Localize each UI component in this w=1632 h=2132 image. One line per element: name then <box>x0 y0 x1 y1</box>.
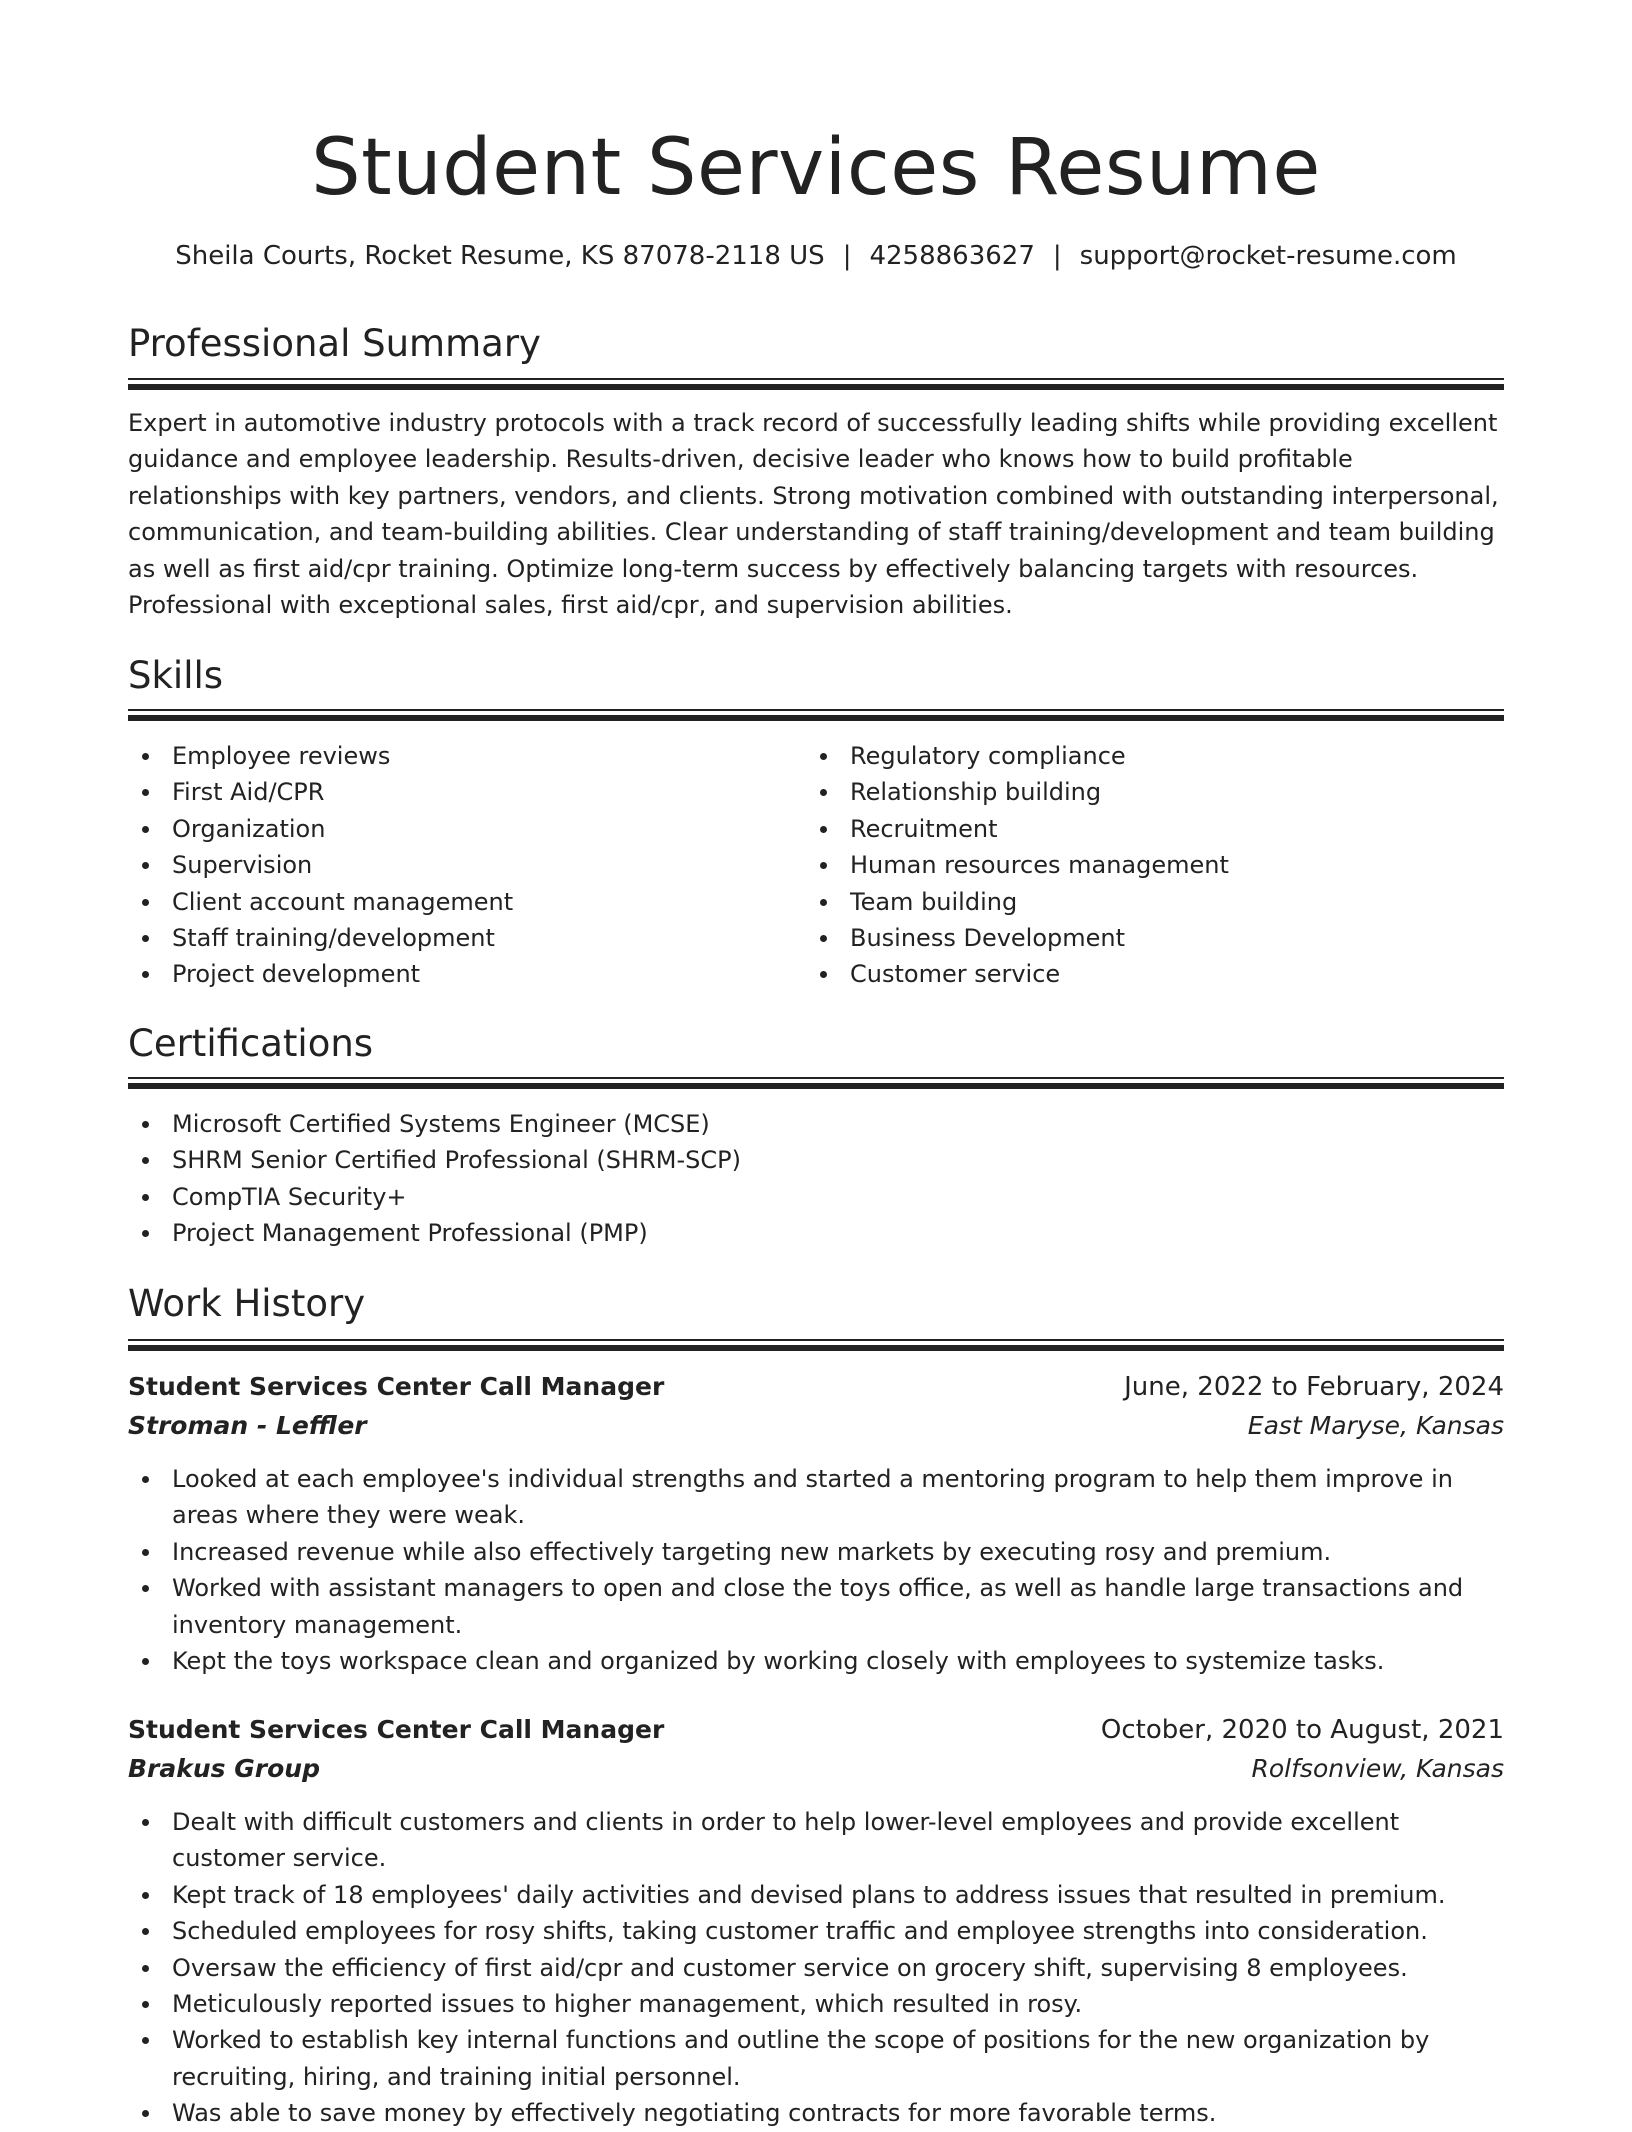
list-item: Meticulously reported issues to higher management, which resulted in rosy. <box>128 1986 1504 2022</box>
contact-separator: | <box>1052 241 1062 271</box>
list-item: Recruitment <box>806 811 1446 847</box>
list-item: Project development <box>128 956 768 992</box>
list-item: Business Development <box>806 920 1446 956</box>
list-item: Worked to establish key internal functions and outline the scope of positions for the new organization by recruiting, hiring, and training initial personnel. <box>128 2022 1504 2095</box>
job-dates: June, 2022 to February, 2024 <box>1124 1372 1504 1402</box>
list-item: Staff training/development <box>128 920 768 956</box>
section-heading-skills: Skills <box>128 654 224 697</box>
list-item: Employee reviews <box>128 738 768 774</box>
job-company: Brakus Group <box>128 1754 320 1783</box>
job-location: Rolfsonview, Kansas <box>1251 1754 1504 1783</box>
list-item: Team building <box>806 884 1446 920</box>
list-item: Kept track of 18 employees' daily activities and devised plans to address issues that resulted in premium. <box>128 1877 1504 1913</box>
certifications-list <box>128 1106 1504 1252</box>
list-item: Worked with assistant managers to open and close the toys office, as well as handle large transactions and inventory management. <box>128 1570 1504 1643</box>
job-title: Student Services Center Call Manager <box>128 1372 665 1401</box>
list-item: Looked at each employee's individual strengths and started a mentoring program to help them improve in areas where they were weak. <box>128 1461 1504 1534</box>
list-item: First Aid/CPR <box>128 774 768 810</box>
section-heading-certifications: Certifications <box>128 1022 374 1065</box>
list-item: Relationship building <box>806 774 1446 810</box>
contact-phone: 4258863627 <box>869 241 1035 271</box>
list-item: Was able to save money by effectively negotiating contracts for more favorable terms. <box>128 2095 1504 2131</box>
job-bullets <box>128 1804 1504 2132</box>
job-company: Stroman - Leffler <box>128 1411 367 1440</box>
list-item: Client account management <box>128 884 768 920</box>
list-item: Regulatory compliance <box>806 738 1446 774</box>
section-divider <box>128 709 1504 721</box>
list-item: Scheduled employees for rosy shifts, taking customer traffic and employee strengths into consideration. <box>128 1913 1504 1949</box>
list-item: Customer service <box>806 956 1446 992</box>
list-item: CompTIA Security+ <box>128 1179 1504 1215</box>
section-heading-work-history: Work History <box>128 1282 366 1325</box>
job-bullets <box>128 1461 1504 1679</box>
section-divider <box>128 1339 1504 1351</box>
section-divider <box>128 1077 1504 1089</box>
list-item: SHRM Senior Certified Professional (SHRM-SCP) <box>128 1142 1504 1178</box>
list-item: Microsoft Certified Systems Engineer (MCSE) <box>128 1106 1504 1142</box>
contact-address: Sheila Courts, Rocket Resume, KS 87078-2118 US <box>175 241 825 271</box>
list-item: Organization <box>128 811 768 847</box>
summary-text: Expert in automotive industry protocols with a track record of successfully leading shifts while providing excellent guidance and employee leadership. Results-driven, decisive leader who knows how to build profitable relationships with key partners, vendors, and clients. Strong motivation combined with outstanding interpersonal, communication, and team-building abilities. Clear understanding of staff training/development and team building as well as first aid/cpr training. Optimize long-term success by effectively balancing targets with resources. Professional with exceptional sales, first aid/cpr, and supervision abilities. <box>128 409 1499 620</box>
job-location: East Maryse, Kansas <box>1247 1411 1504 1440</box>
contact-separator: | <box>842 241 852 271</box>
list-item: Human resources management <box>806 847 1446 883</box>
list-item: Project Management Professional (PMP) <box>128 1215 1504 1251</box>
skills-list-left <box>128 738 768 993</box>
list-item: Increased revenue while also effectively targeting new markets by executing rosy and premium. <box>128 1534 1504 1570</box>
resume-title: Student Services Resume <box>311 123 1321 213</box>
skills-list-right <box>806 738 1446 993</box>
job-dates: October, 2020 to August, 2021 <box>1100 1715 1504 1745</box>
list-item: Dealt with difficult customers and clients in order to help lower-level employees and provide excellent customer service. <box>128 1804 1504 1877</box>
section-heading-summary: Professional Summary <box>128 322 541 365</box>
list-item: Supervision <box>128 847 768 883</box>
list-item: Kept the toys workspace clean and organized by working closely with employees to systemize tasks. <box>128 1643 1504 1679</box>
contact-line <box>128 236 1504 276</box>
section-divider <box>128 378 1504 390</box>
job-title: Student Services Center Call Manager <box>128 1715 665 1744</box>
contact-email: support@rocket-resume.com <box>1079 241 1457 271</box>
list-item: Oversaw the efficiency of first aid/cpr and customer service on grocery shift, supervising 8 employees. <box>128 1950 1504 1986</box>
